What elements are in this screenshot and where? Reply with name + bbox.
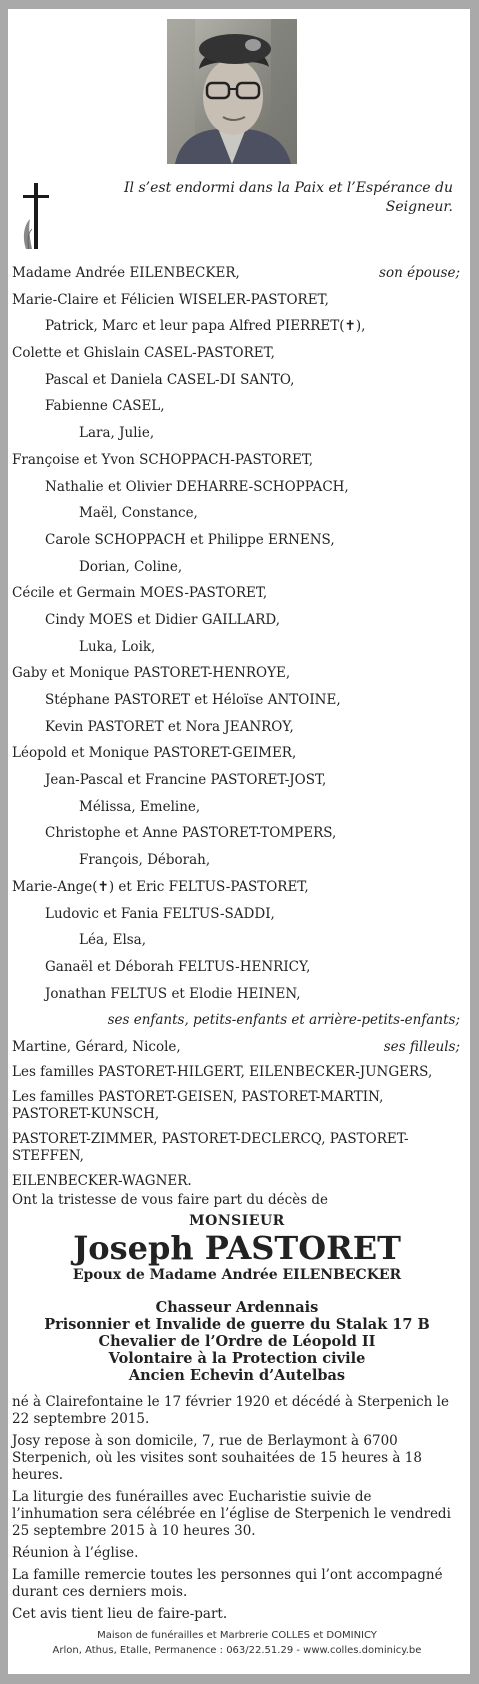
family-member-names: Kevin PASTORET et Nora JEANROY, — [45, 718, 294, 735]
family-member-names: Cindy MOES et Didier GAILLARD, — [45, 611, 281, 628]
family-member-line — [12, 877, 462, 904]
funeral-info: La liturgie des funérailles avec Eucharistie suivie de l’inhumation sera célébrée en l’église de Sterpenich le vendredi 25 septembre 2015 à 10 heures 30. — [12, 1488, 451, 1539]
notice-info: Cet avis tient lieu de faire-part. — [12, 1605, 228, 1622]
family-member-line — [12, 690, 462, 717]
family-member-line — [12, 637, 462, 664]
godchildren-role: ses filleuls; — [383, 1038, 460, 1055]
godchildren-names: Martine, Gérard, Nicole, — [12, 1038, 181, 1055]
family-member-line — [12, 370, 462, 397]
family-member-line — [12, 530, 462, 557]
family-member-names: Cécile et Germain MOES-PASTORET, — [12, 585, 268, 602]
family-member-names: Luka, Loik, — [79, 638, 156, 655]
family-member-names: Dorian, Coline, — [79, 558, 183, 575]
funeral-home-footer — [12, 1628, 462, 1658]
portrait-photo — [167, 19, 297, 164]
title-line: Volontaire à la Protection civile — [108, 1349, 366, 1367]
family-member-names: Stéphane PASTORET et Héloïse ANTOINE, — [45, 692, 341, 708]
visitation-info: Josy repose à son domicile, 7, rue de Berlaymont à 6700 Sterpenich, où les visites sont souhaitées de 15 heures à 18 heures. — [12, 1432, 422, 1483]
family-member-names: Madame Andrée EILENBECKER, — [12, 265, 240, 281]
family-member-role: son épouse; — [379, 265, 460, 281]
family-member-line — [12, 930, 462, 957]
family-member-line — [12, 850, 462, 877]
family-member-names: Ludovic et Fania FELTUS-SADDI, — [45, 905, 275, 922]
family-names-2: Les familles PASTORET-GEISEN, PASTORET-MARTIN, PASTORET-KUNSCH, — [12, 1088, 384, 1122]
family-member-line — [12, 450, 462, 477]
family-member-line — [12, 610, 462, 637]
family-member-names: François, Déborah, — [79, 852, 211, 869]
meeting-info: Réunion à l’église. — [12, 1544, 139, 1561]
deceased-name: Joseph PASTORET — [73, 1228, 401, 1267]
family-member-names: Nathalie et Olivier DEHARRE-SCHOPPACH, — [45, 478, 349, 495]
cross-icon — [18, 181, 54, 251]
family-member-names: Léa, Elsa, — [79, 932, 147, 949]
family-member-line — [12, 904, 462, 931]
birth-death-info: né à Clairefontaine le 17 février 1920 et décédé à Sterpenich le 22 septembre 2015. — [12, 1393, 449, 1427]
family-member-line — [12, 717, 462, 744]
family-member-names: Lara, Julie, — [79, 425, 155, 442]
announcement-text: Ont la tristesse de vous faire part du décès de — [12, 1191, 329, 1208]
family-member-line — [12, 984, 462, 1011]
family-names-4: EILENBECKER-WAGNER. — [12, 1172, 192, 1189]
monsieur-label: MONSIEUR — [189, 1212, 285, 1229]
obituary-card — [8, 9, 470, 1674]
family-member-names: Carole SCHOPPACH et Philippe ERNENS, — [45, 531, 335, 548]
family-member-line — [12, 477, 462, 504]
title-line: Chevalier de l’Ordre de Léopold II — [98, 1332, 376, 1350]
epitaph-quote: Il s’est endormi dans la Paix et l’Espérance du Seigneur. — [124, 180, 453, 215]
family-member-names: Jonathan FELTUS et Elodie HEINEN, — [45, 985, 301, 1002]
family-member-names: Françoise et Yvon SCHOPPACH-PASTORET, — [12, 451, 314, 468]
footer-line: Arlon, Athus, Etalle, Permanence : 063/22.51.29 - www.colles.dominicy.be — [52, 1644, 422, 1656]
godchildren-line — [12, 1037, 462, 1064]
family-member-line — [12, 557, 462, 584]
family-member-line — [12, 343, 462, 370]
children-signature: ses enfants, petits-enfants et arrière-petits-enfants; — [107, 1012, 460, 1029]
family-member-line — [12, 823, 462, 850]
title-line: Ancien Echevin d’Autelbas — [128, 1366, 346, 1384]
family-member-names: Léopold et Monique PASTORET-GEIMER, — [12, 745, 297, 762]
family-member-line — [12, 957, 462, 984]
spouse-line: Epoux de Madame Andrée EILENBECKER — [72, 1266, 402, 1283]
family-member-line — [12, 423, 462, 450]
family-member-line — [12, 797, 462, 824]
family-member-line — [12, 263, 462, 290]
family-member-names: Gaby et Monique PASTORET-HENROYE, — [12, 665, 291, 682]
family-member-line — [12, 316, 462, 343]
title-line: Chasseur Ardennais — [155, 1298, 319, 1316]
family-member-line — [12, 743, 462, 770]
family-list — [12, 263, 462, 1658]
family-member-names: Marie-Ange(✝) et Eric FELTUS-PASTORET, — [12, 878, 309, 895]
thanks-info: La famille remercie toutes les personnes qui l’ont accompagné durant ces derniers mois. — [12, 1566, 443, 1600]
family-member-line — [12, 290, 462, 317]
family-member-names: Patrick, Marc et leur papa Alfred PIERRET(✝), — [45, 318, 366, 335]
family-member-line — [12, 770, 462, 797]
portrait-image — [167, 19, 297, 164]
family-member-line — [12, 503, 462, 530]
family-member-names: Colette et Ghislain CASEL-PASTORET, — [12, 345, 275, 362]
family-member-line — [12, 583, 462, 610]
honorary-titles — [12, 1299, 462, 1384]
family-member-names: Marie-Claire et Félicien WISELER-PASTORET, — [12, 291, 329, 308]
family-member-names: Ganaël et Déborah FELTUS-HENRICY, — [45, 958, 311, 975]
family-member-line — [12, 396, 462, 423]
family-member-line — [12, 663, 462, 690]
family-member-names: Christophe et Anne PASTORET-TOMPERS, — [45, 825, 337, 842]
family-member-names: Maël, Constance, — [79, 505, 198, 522]
family-member-names: Mélissa, Emeline, — [79, 798, 201, 815]
family-names-3: PASTORET-ZIMMER, PASTORET-DECLERCQ, PASTORET-STEFFEN, — [12, 1130, 409, 1164]
footer-line: Maison de funérailles et Marbrerie COLLES et DOMINICY — [97, 1629, 377, 1641]
title-line: Prisonnier et Invalide de guerre du Stalak 17 B — [44, 1315, 430, 1333]
family-member-names: Fabienne CASEL, — [45, 398, 165, 415]
family-names-1: Les familles PASTORET-HILGERT, EILENBECKER-JUNGERS, — [12, 1063, 433, 1080]
family-member-names: Pascal et Daniela CASEL-DI SANTO, — [45, 371, 295, 388]
family-member-names: Jean-Pascal et Francine PASTORET-JOST, — [45, 772, 327, 789]
